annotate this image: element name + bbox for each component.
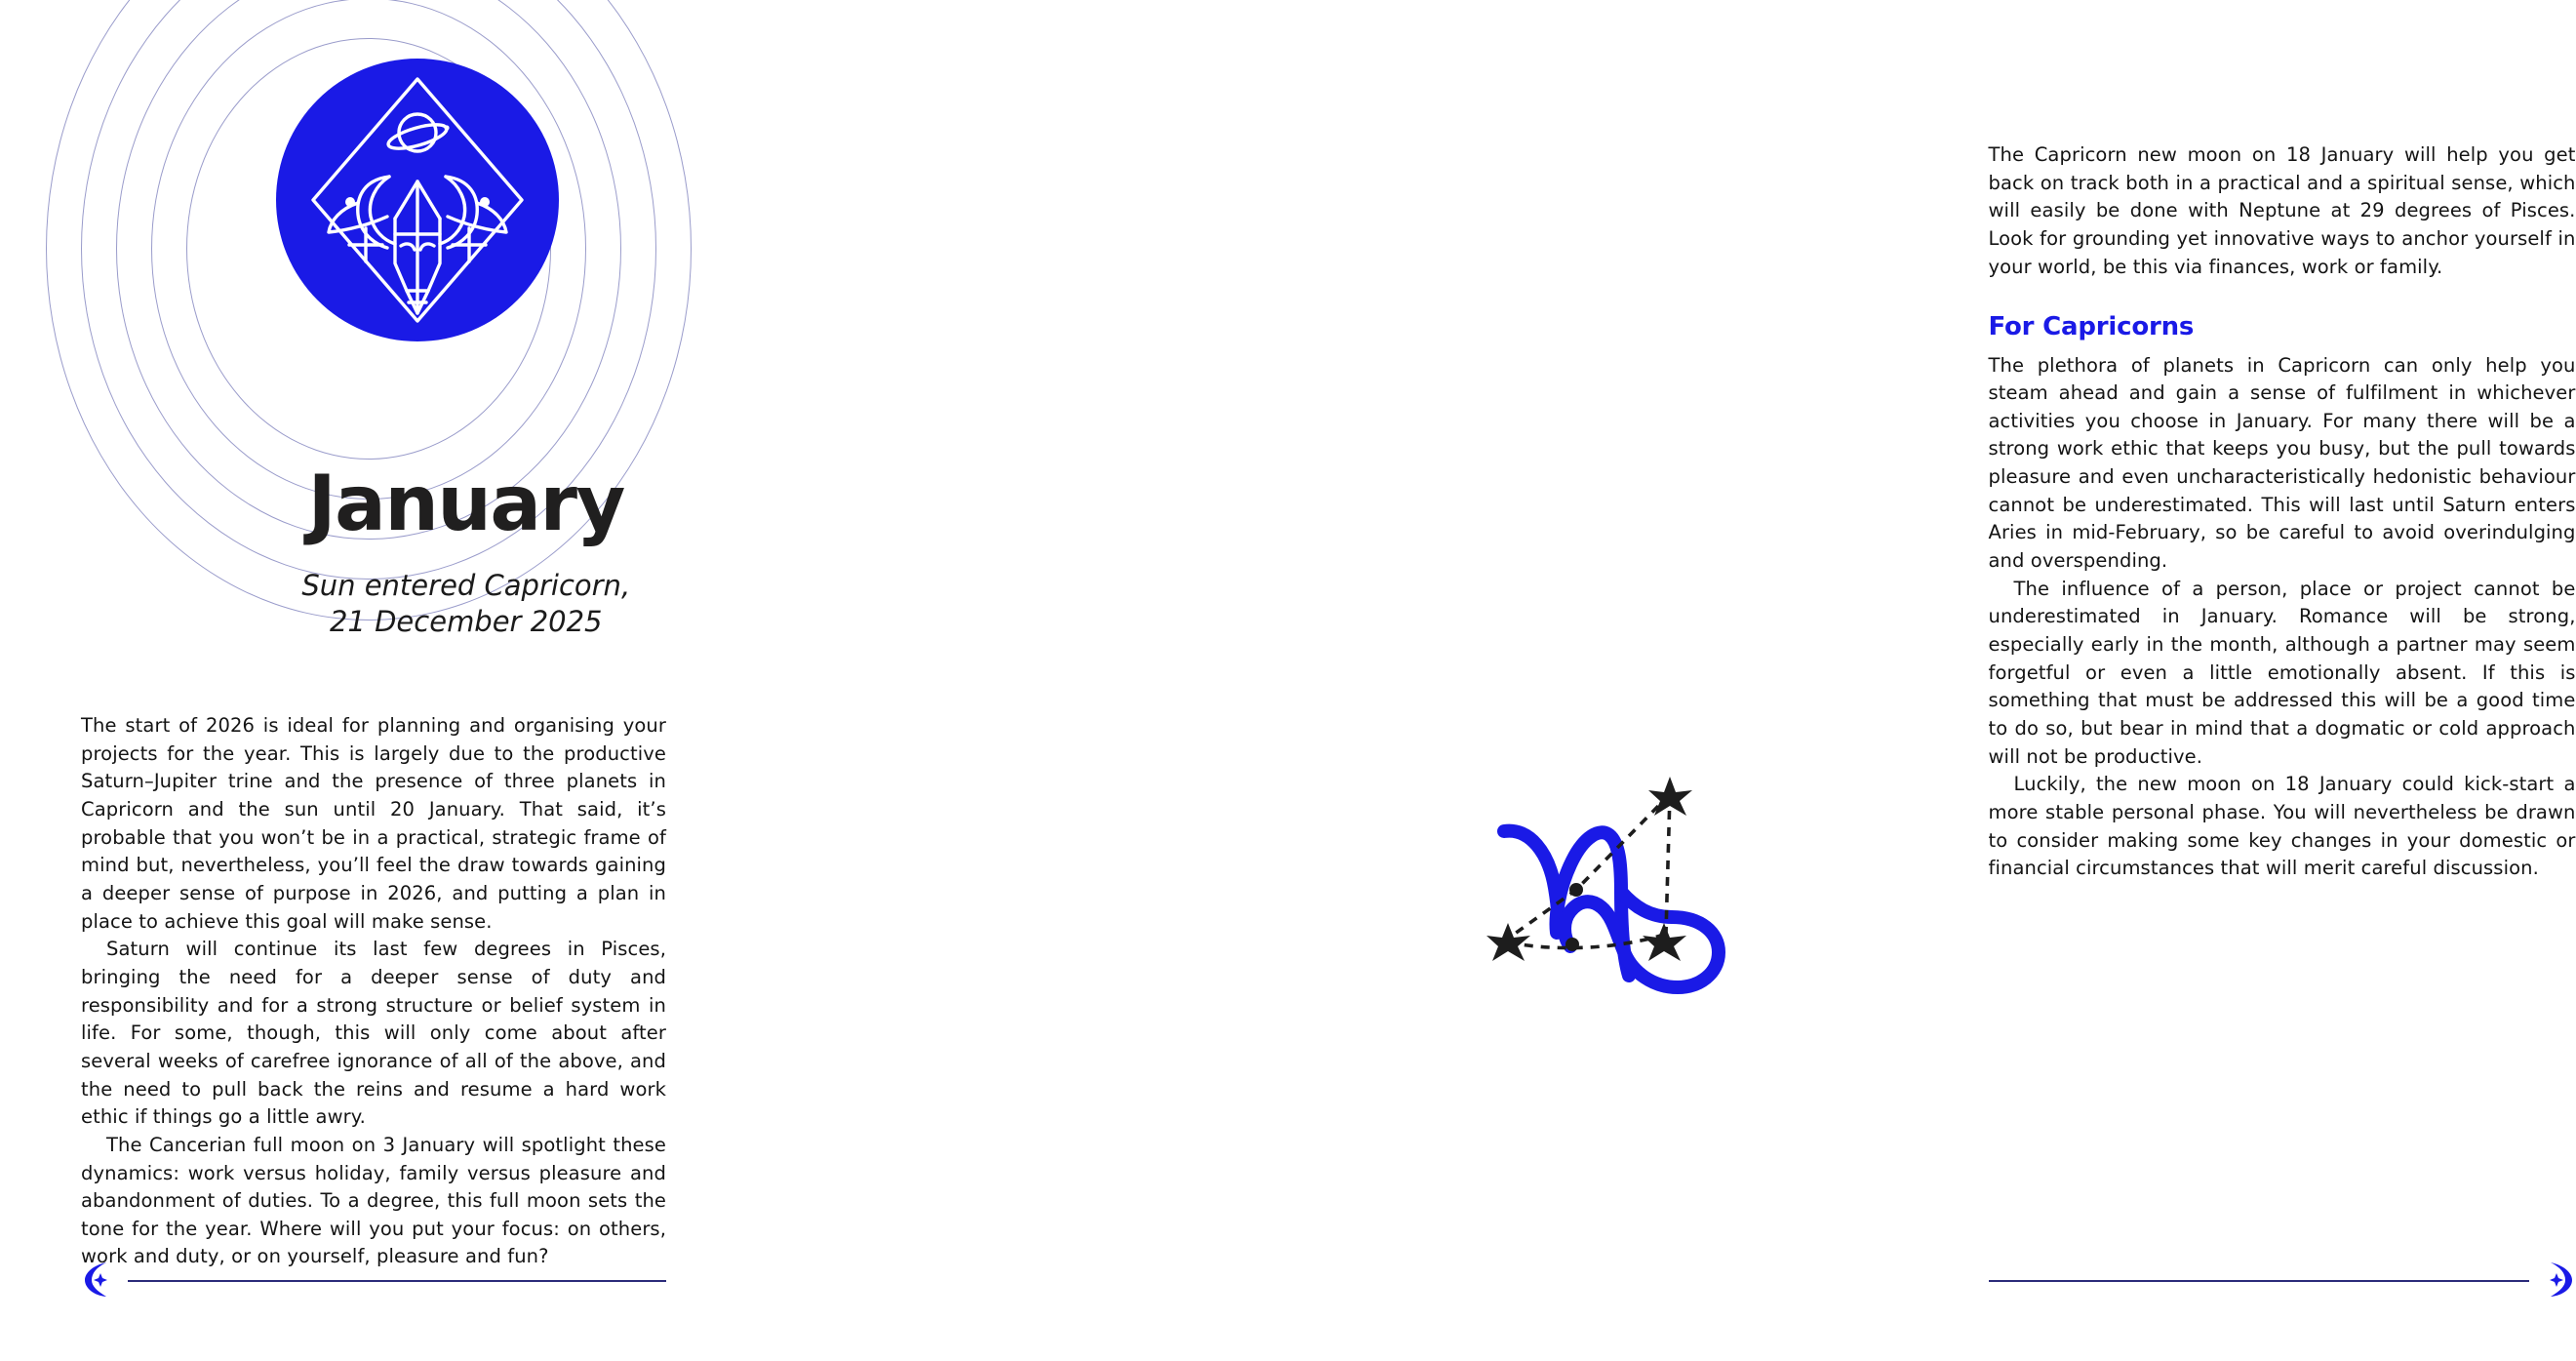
title-block [0, 460, 932, 640]
capricorn-glyph-constellation-art [1492, 771, 1746, 1005]
right-page-footer [1989, 1261, 2576, 1301]
left-page [0, 0, 932, 1361]
right-column-body [1989, 141, 2576, 883]
page-title: January [307, 460, 624, 548]
right-page [932, 0, 2576, 1361]
capricorn-emblem-icon [276, 59, 559, 341]
subtitle-line-1: Sun entered Capricorn, [301, 569, 631, 602]
paragraph: The plethora of planets in Capricorn can only help you steam ahead and gain a sense of fulfilment in whichever activities you choose in January. For many there will be a strong work ethic that keeps you busy, but the pull towards pleasure and even uncharacteristically hedonistic behaviour cannot be underestimated. This will last until Saturn enters Aries in mid-February, so be careful to avoid overindulging and overspending. [1988, 353, 2576, 573]
page-subtitle [0, 568, 932, 640]
footer-rule [1989, 1280, 2529, 1282]
paragraph: The influence of a person, place or project cannot be underestimated in January. Romance will be strong, especially early in the month, although a partner may seem forgetful or even a little emotionally absent. If this is something that must be addressed this will be a good time to do so, but bear in mind that a dogmatic or cold approach will not be productive. [1988, 577, 2576, 768]
paragraph: Luckily, the new moon on 18 January could kick-start a more stable personal phase. You will nevertheless be drawn to consider making some key changes in your domestic or financial circumstances that will merit careful discussion. [1988, 773, 2576, 880]
left-column-body [81, 712, 666, 1271]
subtitle-line-2: 21 December 2025 [329, 605, 603, 639]
paragraph: The Cancerian full moon on 3 January will spotlight these dynamics: work versus holiday, family versus pleasure and abandonment of duties. To a degree, this full moon sets the tone for the year. Where will you put your focus: on others, work and duty, or on yourself, pleasure and fun? [81, 1133, 666, 1268]
paragraph: Saturn will continue its last few degrees in Pisces, bringing the need for a deeper sense of duty and responsibility and for a strong structure or belief system in life. For some, though, this will only come about after several weeks of carefree ignorance of all of the above, and the need to pull back the reins and resume a hard work ethic if things go a little awry. [81, 938, 666, 1129]
section-heading-for-capricorns: For Capricorns [1988, 312, 2195, 342]
paragraph: The start of 2026 is ideal for planning and organising your projects for the year. This is largely due to the productive Saturn–Jupiter trine and the presence of three planets in Capricorn and the sun until 20 January. That said, it’s probable that you won’t be in a practical, strategic frame of mind but, nevertheless, you’ll feel the draw towards gaining a deeper sense of purpose in 2026, and putting a plan in place to achieve this goal will make sense. [81, 714, 666, 933]
left-page-footer [81, 1261, 666, 1301]
paragraph: The Capricorn new moon on 18 January will help you get back on track both in a practical and a spiritual sense, which will easily be done with Neptune at 29 degrees of Pisces. Look for grounding yet innovative ways to anchor yourself in your world, be this via finances, work or family. [1988, 143, 2576, 278]
crescent-moon-sparkle-icon [2543, 1260, 2576, 1303]
footer-rule [128, 1280, 666, 1282]
crescent-moon-sparkle-icon [81, 1260, 114, 1303]
